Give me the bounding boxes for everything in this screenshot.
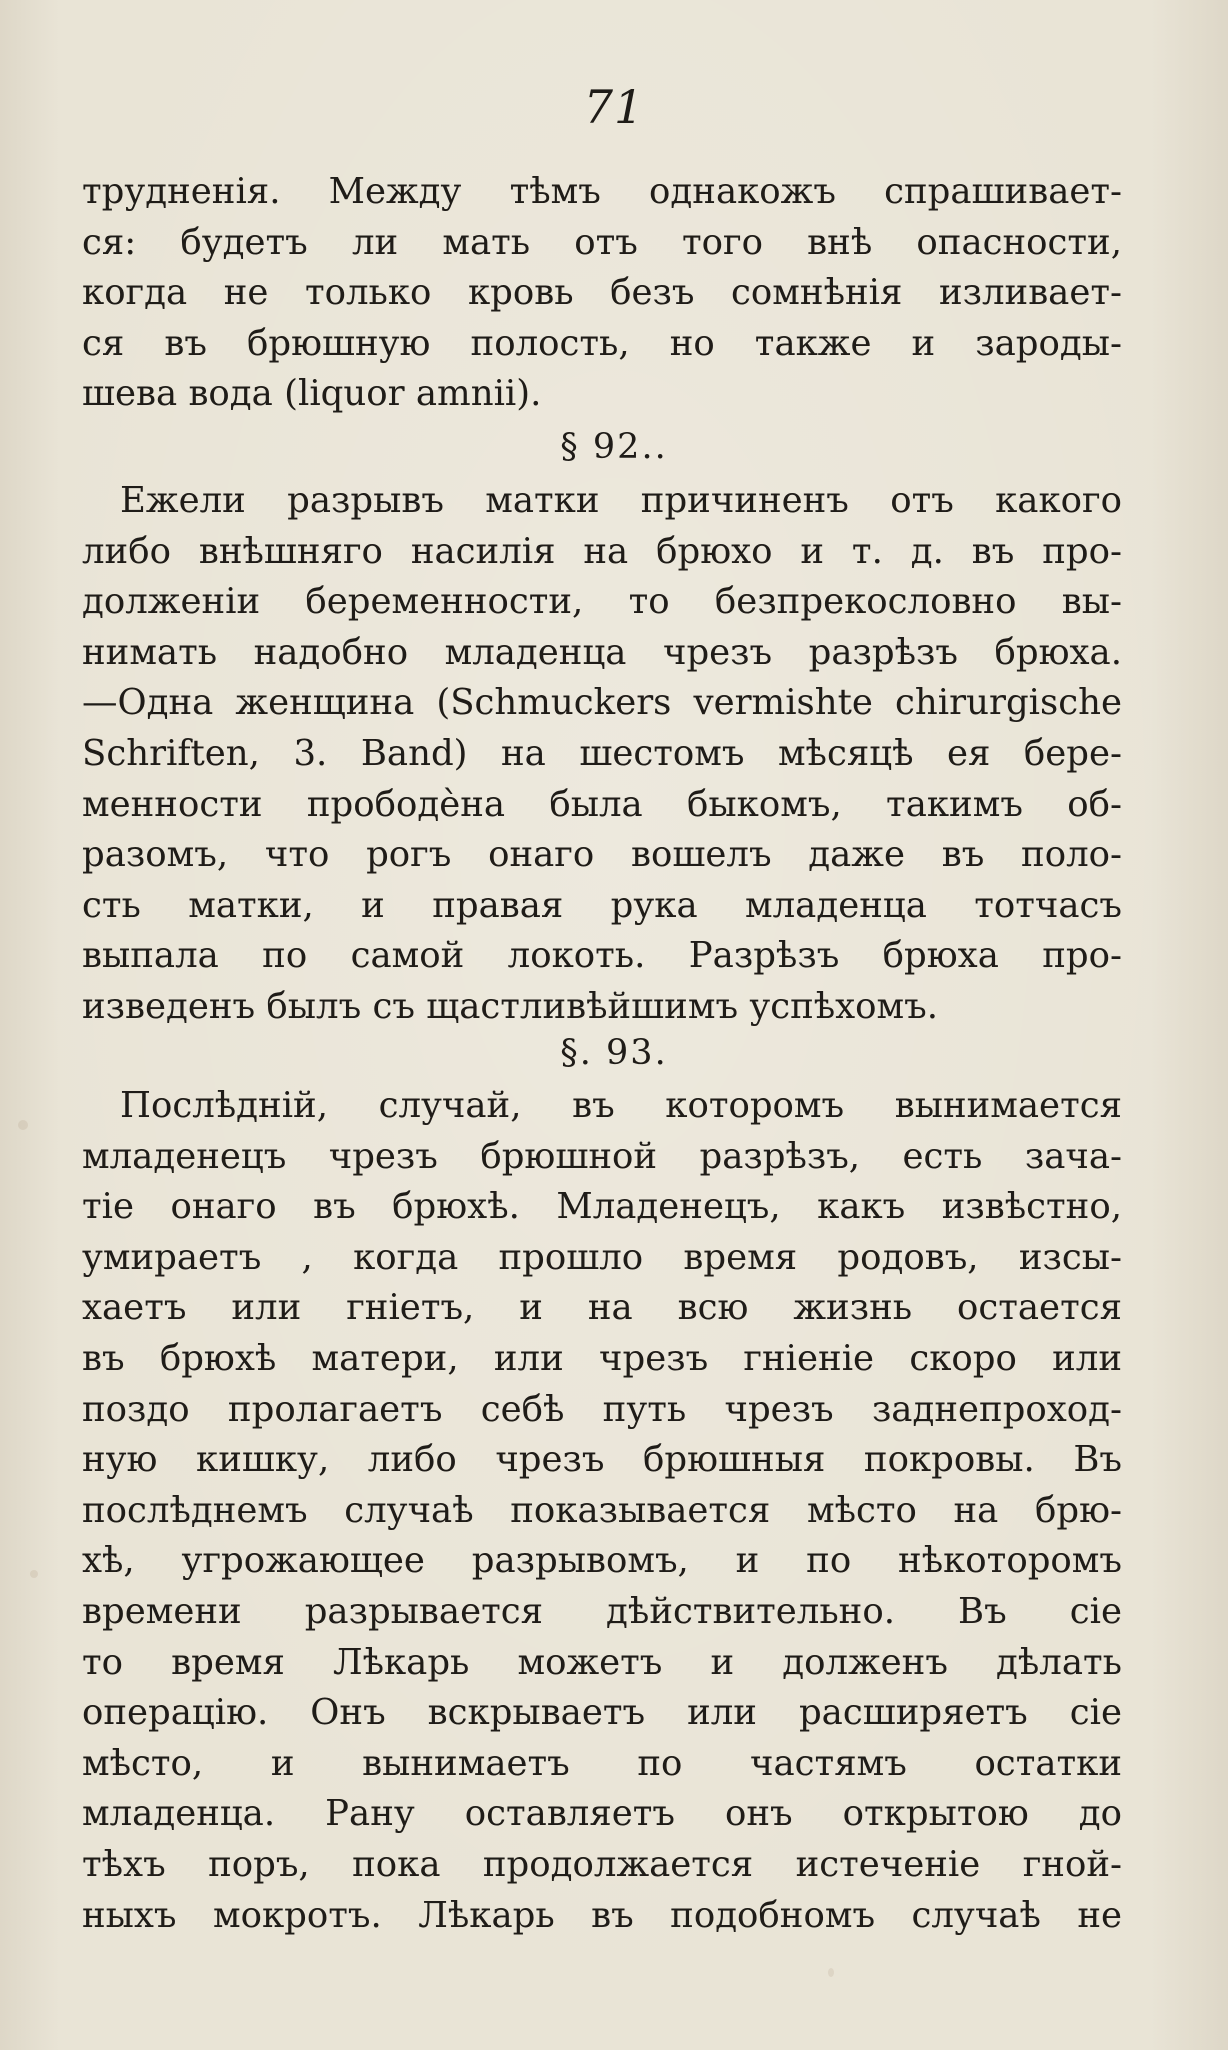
text-line: долженіи беременности, то безпрекословно вы-: [82, 581, 1122, 623]
paragraph-93: [82, 1081, 1122, 1941]
paragraph-92: [82, 476, 1122, 1033]
section-heading-92: § 92..: [560, 427, 668, 467]
text-line: тіе онаго въ брюхѣ. Младенецъ, какъ извѣстно,: [82, 1186, 1122, 1228]
text-line: сть матки, и правая рука младенца тотчасъ: [82, 884, 1122, 926]
text-line: поздо пролагаетъ себѣ путь чрезъ заднепроход-: [82, 1388, 1122, 1430]
text-line: операцію. Онъ вскрываетъ или расширяетъ сіе: [82, 1692, 1122, 1734]
text-line: Schriften, 3. Band) на шестомъ мѣсяцѣ ея бере-: [82, 732, 1122, 774]
text-line: хаетъ или гніетъ, и на всю жизнь остается: [82, 1287, 1122, 1329]
paper-spot: [30, 1570, 38, 1578]
text-line: умираетъ , когда прошло время родовъ, изсы-: [82, 1236, 1122, 1278]
text-line: либо внѣшняго насилія на брюхо и т. д. въ про-: [82, 530, 1122, 572]
paragraph-continuation: [82, 167, 1122, 420]
text-line: ся въ брюшную полость, но также и зароды-: [82, 322, 1122, 364]
paper-spot: [828, 1968, 834, 1977]
text-line: менности прободѐна была быкомъ, такимъ об-: [82, 783, 1122, 825]
text-line: хѣ, угрожающее разрывомъ, и по нѣкоторомъ: [82, 1540, 1122, 1582]
text-line: тѣхъ поръ, пока продолжается истеченіе гной-: [82, 1843, 1122, 1885]
text-line: младенца. Рану оставляетъ онъ открытою до: [82, 1793, 1122, 1835]
text-line: ся: будетъ ли мать отъ того внѣ опасности,: [82, 221, 1122, 263]
text-line: когда не только кровь безъ сомнѣнія изливает-: [82, 272, 1122, 314]
text-line: младенецъ чрезъ брюшной разрѣзъ, есть зача-: [82, 1135, 1122, 1177]
section-heading-93: §. 93.: [560, 1033, 668, 1073]
paper-spot: [18, 1120, 28, 1130]
text-line: то время Лѣкарь можетъ и долженъ дѣлать: [82, 1641, 1122, 1683]
text-line: ную кишку, либо чрезъ брюшныя покровы. Въ: [82, 1439, 1122, 1481]
text-line: нимать надобно младенца чрезъ разрѣзъ брюха.: [82, 631, 1122, 673]
text-line: выпала по самой локоть. Разрѣзъ брюха про-: [82, 935, 1122, 977]
text-line: Ежели разрывъ матки причиненъ отъ какого: [120, 480, 1122, 521]
text-line: разомъ, что рогъ онаго вошелъ даже въ поло-: [82, 834, 1122, 876]
text-line: въ брюхѣ матери, или чрезъ гніеніе скоро или: [82, 1337, 1122, 1379]
page-number: 71: [583, 80, 645, 134]
text-line: ныхъ мокротъ. Лѣкарь въ подобномъ случаѣ не: [82, 1894, 1122, 1936]
text-line: трудненія. Между тѣмъ однакожъ спрашивает-: [82, 171, 1122, 212]
text-line: шева вода (liquor amnii).: [82, 373, 542, 415]
text-line: послѣднемъ случаѣ показывается мѣсто на брю-: [82, 1489, 1122, 1531]
text-line: Послѣдній, случай, въ которомъ вынимается: [120, 1085, 1122, 1126]
text-line: времени разрывается дѣйствительно. Въ сіе: [82, 1590, 1122, 1632]
text-line: изведенъ былъ съ щастливѣйшимъ успѣхомъ.: [82, 985, 939, 1027]
text-line: мѣсто, и вынимаетъ по частямъ остатки: [82, 1742, 1122, 1784]
text-line: —Одна женщина (Schmuckers vermishte chirurgische: [82, 682, 1122, 724]
